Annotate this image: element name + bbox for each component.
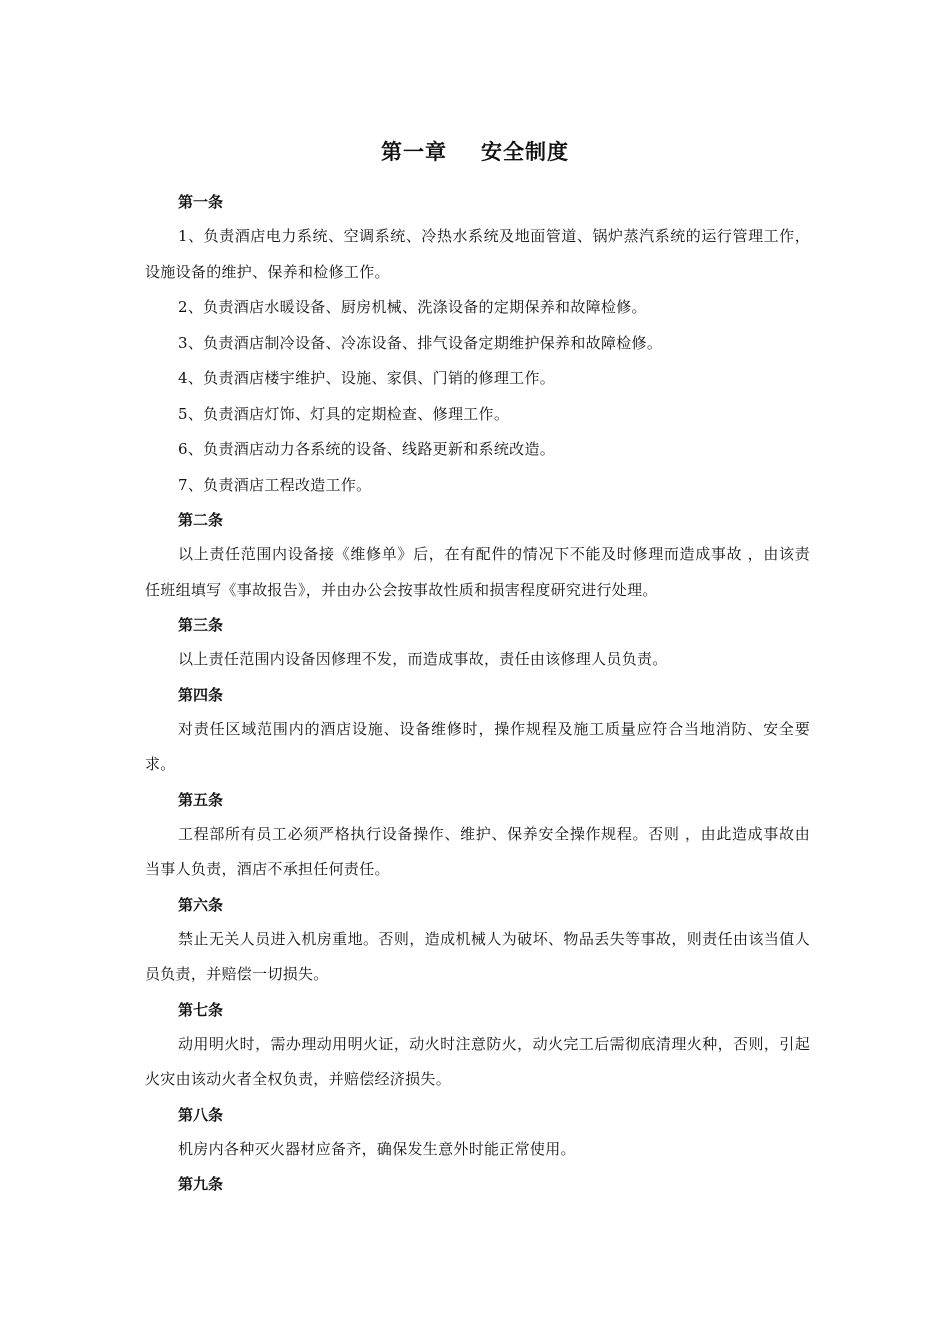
section-paragraph: 动用明火时，需办理动用明火证，动火时注意防火，动火完工后需彻底清理火种，否则，引起火灾由该动火者全权负责，并赔偿经济损失。 (145, 1034, 810, 1088)
section-6 (145, 888, 810, 993)
section-paragraph: 1、负责酒店电力系统、空调系统、冷热水系统及地面管道、锅炉蒸汽系统的运行管理工作，设施设备的维护、保养和检修工作。 (145, 227, 810, 281)
section-heading: 第六条 (178, 895, 224, 914)
page-title (0, 136, 950, 168)
section-heading: 第四条 (178, 685, 224, 704)
section-2 (145, 503, 810, 608)
section-1 (145, 185, 810, 503)
chapter-name: 安全制度 (481, 139, 569, 164)
section-paragraph: 工程部所有员工必须严格执行设备操作、维护、保养安全操作规程。否则 ，由此造成事故由当事人负责，酒店不承担任何责任。 (145, 824, 810, 878)
section-heading: 第八条 (178, 1105, 224, 1124)
section-5 (145, 783, 810, 888)
section-heading: 第二条 (178, 511, 224, 529)
section-paragraph: 3、负责酒店制冷设备、冷冻设备、排气设备定期维护保养和故障检修。 (178, 333, 663, 352)
section-3 (145, 608, 810, 678)
section-8 (145, 1098, 810, 1168)
chapter-number: 第一章 (381, 139, 447, 164)
section-paragraph: 机房内各种灭火器材应备齐，确保发生意外时能正常使用。 (178, 1139, 576, 1158)
section-paragraph: 4、负责酒店楼宇维护、设施、家俱、门销的修理工作。 (178, 369, 556, 387)
section-heading: 第七条 (178, 1000, 224, 1019)
section-heading: 第三条 (178, 616, 224, 634)
section-paragraph: 6、负责酒店动力各系统的设备、线路更新和系统改造。 (178, 440, 556, 458)
section-heading: 第五条 (178, 790, 224, 809)
section-paragraph: 禁止无关人员进入机房重地。否则，造成机械人为破坏、物品丢失等事故，则责任由该当值人员负责，并赔偿一切损失。 (145, 929, 810, 983)
section-heading: 第一条 (178, 193, 224, 211)
section-paragraph: 2、负责酒店水暖设备、厨房机械、洗涤设备的定期保养和故障检修。 (178, 298, 647, 316)
section-paragraph: 5、负责酒店灯饰、灯具的定期检查、修理工作。 (178, 404, 510, 423)
section-heading: 第九条 (178, 1175, 224, 1193)
section-9 (145, 1167, 810, 1201)
section-4 (145, 678, 810, 783)
section-paragraph: 7、负责酒店工程改造工作。 (178, 475, 372, 494)
section-7 (145, 993, 810, 1098)
document-body (145, 185, 810, 1201)
section-paragraph: 对责任区域范围内的酒店设施、设备维修时，操作规程及施工质量应符合当地消防、安全要求。 (145, 719, 810, 773)
section-paragraph: 以上责任范围内设备接《维修单》后，在有配件的情况下不能及时修理而造成事故 ，由该责任班组填写《事故报告》，并由办公会按事故性质和损害程度研究进行处理。 (145, 545, 810, 599)
section-paragraph: 以上责任范围内设备因修理不发，而造成事故，责任由该修理人员负责。 (178, 650, 668, 668)
